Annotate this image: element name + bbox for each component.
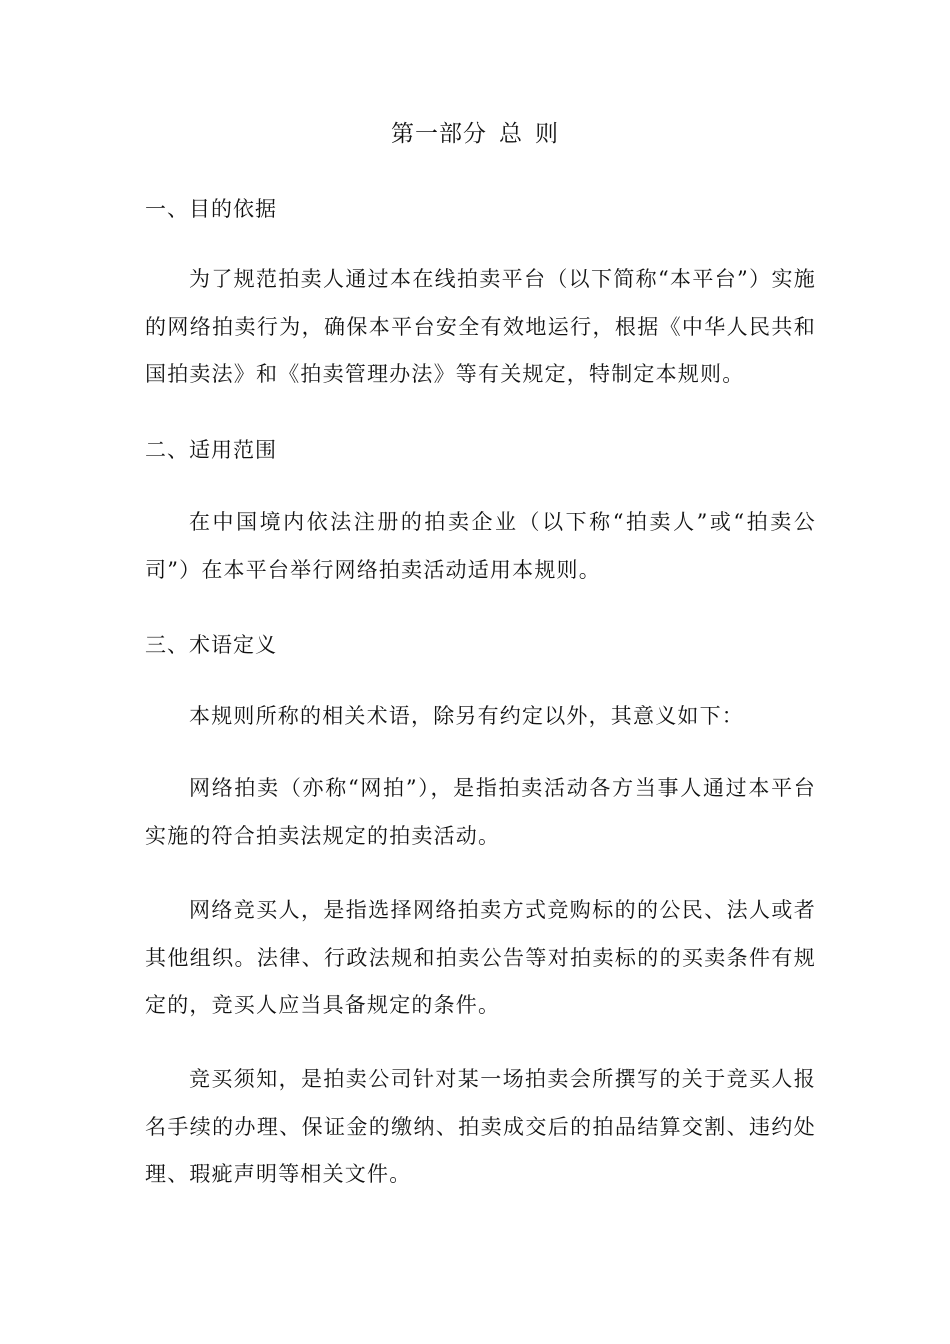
page-title <box>0 116 950 152</box>
paragraph-definition-online-auction: 网络拍卖（亦称“网拍”），是指拍卖活动各方当事人通过本平台实施的符合拍卖法规定的拍卖活动。 <box>145 776 816 848</box>
paragraph-definitions-intro: 本规则所称的相关术语，除另有约定以外，其意义如下： <box>189 704 744 728</box>
title-word-ze: 则 <box>535 121 559 147</box>
section-heading-purpose: 一、目的依据 <box>145 197 277 221</box>
section-heading-definitions: 三、术语定义 <box>145 633 277 657</box>
paragraph-definition-online-bidder: 网络竞买人，是指选择网络拍卖方式竞购标的的公民、法人或者其他组织。法律、行政法规和拍卖公告等对拍卖标的的买卖条件有规定的，竞买人应当具备规定的条件。 <box>145 898 816 1017</box>
title-word-zong: 总 <box>499 121 523 147</box>
paragraph-purpose: 为了规范拍卖人通过本在线拍卖平台（以下简称“本平台”）实施的网络拍卖行为，确保本平台安全有效地运行，根据《中华人民共和国拍卖法》和《拍卖管理办法》等有关规定，特制定本规则。 <box>145 267 816 386</box>
section-heading-scope: 二、适用范围 <box>145 438 277 462</box>
paragraph-definition-bidding-notice: 竞买须知，是拍卖公司针对某一场拍卖会所撰写的关于竞买人报名手续的办理、保证金的缴纳、拍卖成交后的拍品结算交割、违约处理、瑕疵声明等相关文件。 <box>145 1067 816 1186</box>
paragraph-scope: 在中国境内依法注册的拍卖企业（以下称“拍卖人”或“拍卖公司”）在本平台举行网络拍卖活动适用本规则。 <box>145 510 816 582</box>
title-part-label: 第一部分 <box>391 121 487 147</box>
